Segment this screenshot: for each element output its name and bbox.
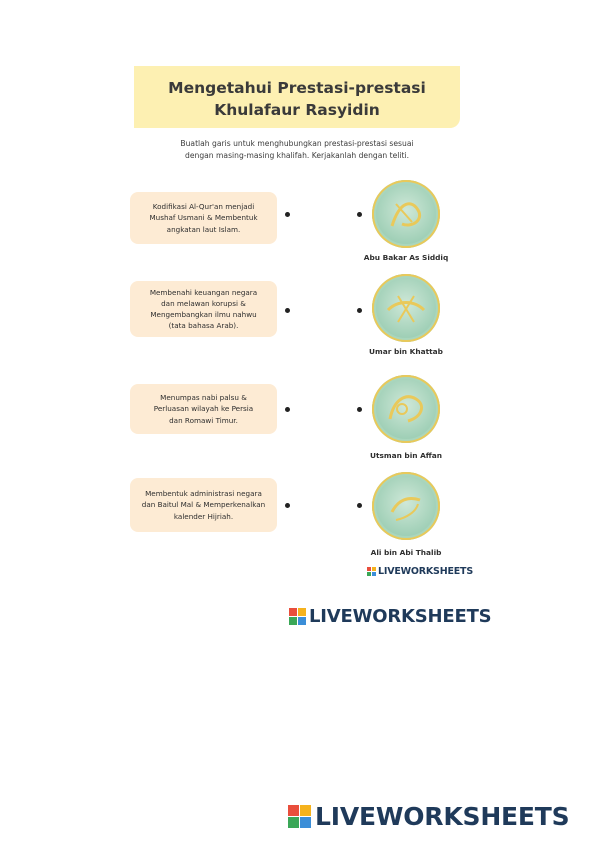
- achievement-text: dan melawan korupsi &: [161, 298, 246, 308]
- caliph-name-4: Ali bin Abi Thalib: [370, 548, 442, 557]
- achievement-text: dan Baitul Mal & Memperkenalkan: [141, 500, 266, 510]
- achievement-text: dan Romawi Timur.: [169, 415, 238, 425]
- achievement-text: Membenahi keuangan negara: [149, 287, 258, 297]
- liveworksheets-logo-medium: [289, 606, 491, 627]
- match-dot-left-1[interactable]: [285, 212, 290, 217]
- logo-text: LIVEWORKSHEETS: [309, 606, 492, 627]
- page-title-line1: Mengetahui Prestasi-prestasi: [168, 79, 426, 97]
- match-dot-left-3[interactable]: [285, 407, 290, 412]
- calligraphy-icon: [372, 375, 440, 443]
- match-dot-right-1[interactable]: [357, 212, 362, 217]
- logo-text: LIVEWORKSHEETS: [315, 802, 570, 831]
- achievement-text: Mushaf Usmani & Membentuk: [149, 213, 258, 223]
- achievement-text: Mengembangkan ilmu nahwu: [150, 310, 257, 319]
- caliph-name-1: Abu Bakar As Siddiq: [363, 253, 449, 262]
- achievement-text: angkatan laut Islam.: [166, 224, 241, 234]
- title-banner: [134, 66, 460, 128]
- instructions-line2: dengan masing-masing khalifah. Kerjakanlah dengan teliti.: [185, 151, 409, 160]
- liveworksheets-logo-small: [367, 566, 473, 577]
- achievement-card-2: [130, 281, 277, 337]
- caliph-medallion-4: [372, 472, 440, 540]
- logo-text: LIVEWORKSHEETS: [378, 566, 473, 577]
- calligraphy-icon: [372, 180, 440, 248]
- liveworksheets-logo-large: [288, 802, 569, 831]
- caliph-medallion-1: [372, 180, 440, 248]
- achievement-card-3: [130, 384, 277, 434]
- achievement-text: Kodifikasi Al-Qur'an menjadi: [152, 202, 255, 212]
- achievement-text: Menumpas nabi palsu &: [160, 393, 247, 403]
- match-dot-left-2[interactable]: [285, 308, 290, 313]
- match-dot-right-3[interactable]: [357, 407, 362, 412]
- logo-mark-icon: [367, 567, 376, 576]
- match-dot-right-2[interactable]: [357, 308, 362, 313]
- logo-mark-icon: [289, 608, 306, 625]
- achievement-text: Perluasan wilayah ke Persia: [153, 404, 254, 414]
- match-dot-left-4[interactable]: [285, 503, 290, 508]
- achievement-text: Membentuk administrasi negara: [145, 489, 262, 499]
- calligraphy-icon: [372, 472, 440, 540]
- achievement-card-4: [130, 478, 277, 532]
- caliph-medallion-3: [372, 375, 440, 443]
- achievement-text: kalender Hijriah.: [173, 511, 234, 521]
- achievement-text: (tata bahasa Arab).: [168, 321, 239, 331]
- match-dot-right-4[interactable]: [357, 503, 362, 508]
- caliph-name-3: Utsman bin Affan: [369, 451, 443, 460]
- logo-mark-icon: [288, 805, 311, 828]
- calligraphy-icon: [372, 274, 440, 342]
- page-title-line2: Khulafaur Rasyidin: [214, 101, 380, 119]
- instructions-line1: Buatlah garis untuk menghubungkan prestasi-prestasi sesuai: [180, 139, 414, 148]
- caliph-medallion-2: [372, 274, 440, 342]
- achievement-card-1: [130, 192, 277, 244]
- caliph-name-2: Umar bin Khattab: [369, 347, 443, 356]
